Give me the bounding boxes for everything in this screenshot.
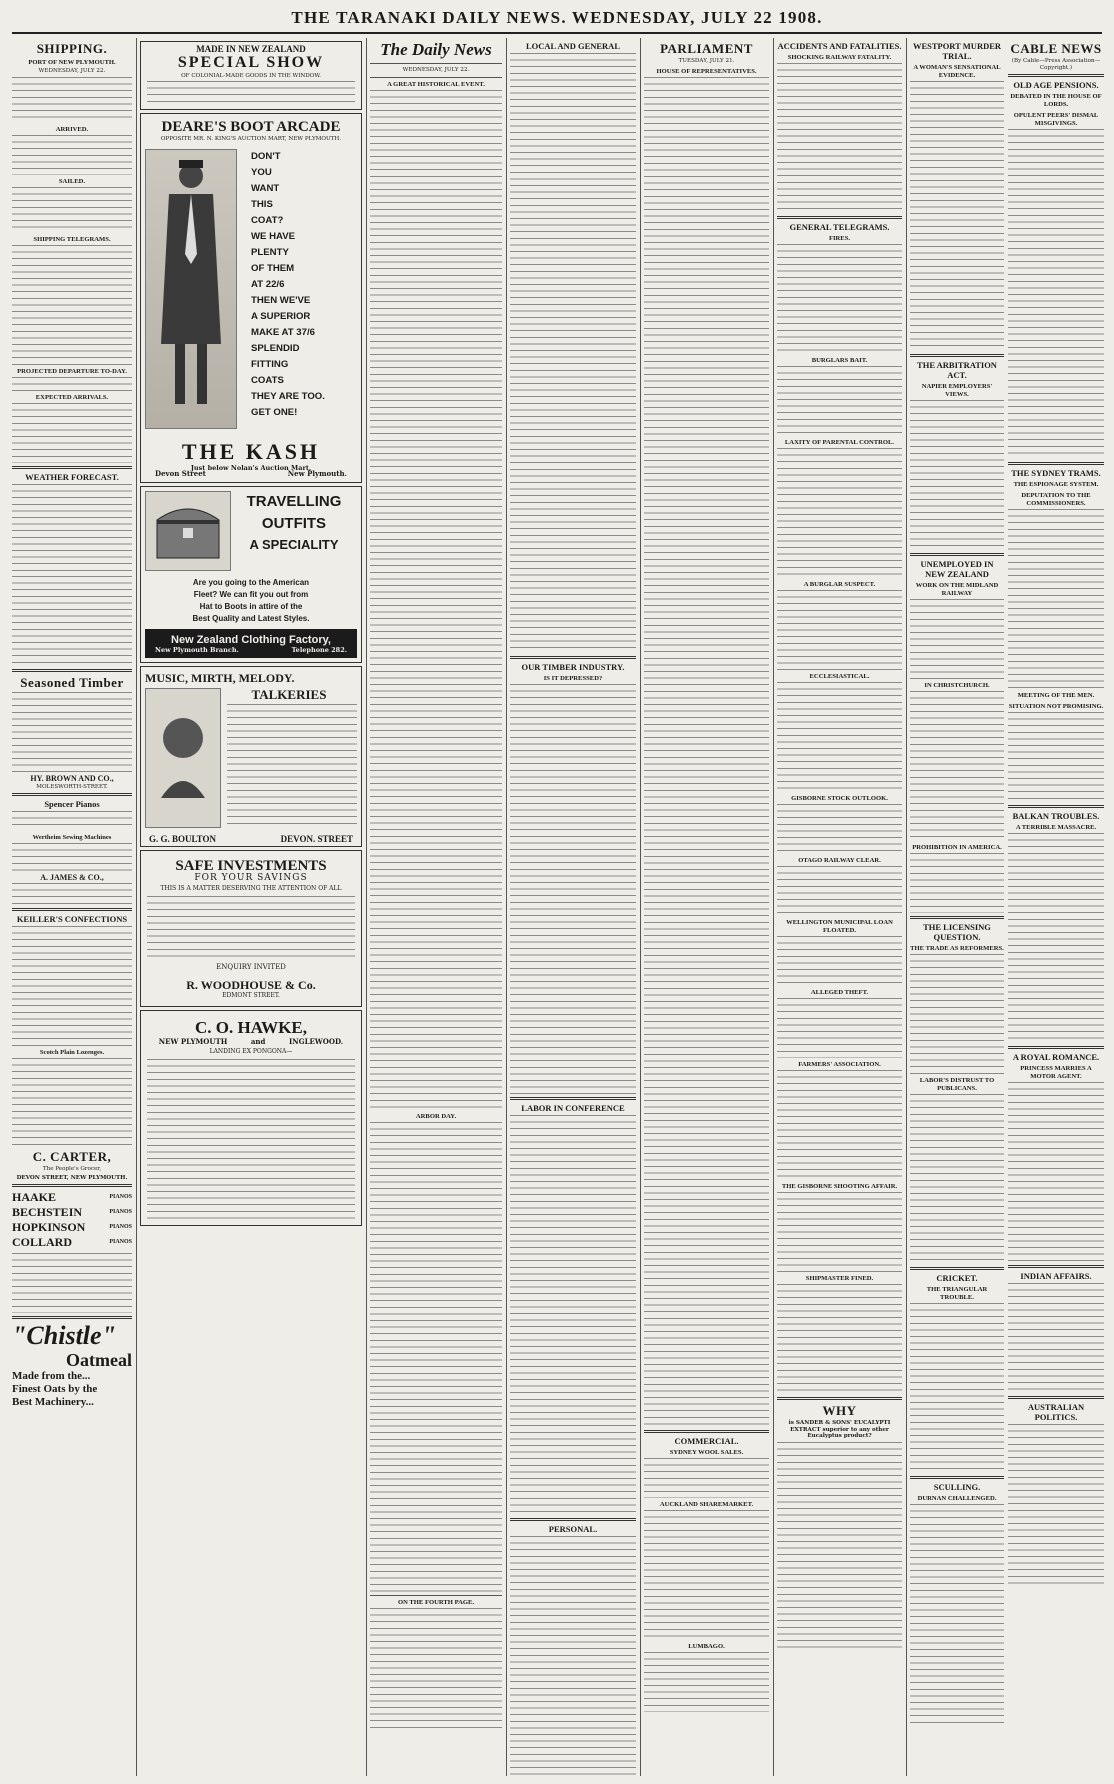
arbor-day-text <box>370 1122 502 1592</box>
talkeries-text <box>227 704 357 824</box>
weather-text <box>12 484 132 572</box>
shipping-date: WEDNESDAY, JULY 22. <box>38 68 106 74</box>
laxity-heading: LAXITY OF PARENTAL CONTROL. <box>784 439 895 446</box>
brand-collard: COLLARD <box>12 1235 73 1250</box>
prohibition-heading: PROHIBITION IN AMERICA. <box>912 844 1002 851</box>
masthead-title: THE TARANAKI DAILY NEWS. WEDNESDAY, JULY 22 1908. <box>291 8 823 27</box>
alleged-theft-heading: ALLEGED THEFT. <box>810 989 869 996</box>
quality-line: Best Quality and Latest Styles. <box>192 613 310 623</box>
column-rule <box>906 38 907 1776</box>
personal-heading: PERSONAL. <box>548 1524 598 1534</box>
special-show-ad <box>140 41 362 110</box>
coat-line: OF THEM <box>251 262 295 274</box>
divider <box>1008 1046 1104 1049</box>
column-editorial <box>370 38 502 1776</box>
column-accidents <box>777 38 902 1776</box>
coat-line: YOU <box>251 166 272 178</box>
brand-bechstein: BECHSTEIN <box>12 1205 83 1220</box>
divider <box>1008 805 1104 808</box>
pianos-label: PIANOS <box>109 1209 132 1216</box>
hawke-inglewood: INGLEWOOD. <box>288 1036 344 1046</box>
coat-line: THEN WE'VE <box>251 294 311 306</box>
ecclesiastical-text <box>777 682 902 792</box>
australian-politics-heading: AUSTRALIAN POLITICS. <box>1027 1402 1085 1423</box>
column-local <box>510 38 636 1776</box>
fourth-page-heading: ON THE FOURTH PAGE. <box>397 1598 475 1606</box>
indian-text <box>1008 1283 1104 1393</box>
divider <box>12 669 132 672</box>
arbor-day-heading: ARBOR DAY. <box>415 1112 457 1120</box>
column-shipping <box>12 38 132 1776</box>
coat-line: WANT <box>251 182 280 194</box>
general-telegrams-heading: GENERAL TELEGRAMS. <box>789 222 890 232</box>
divider <box>510 1097 636 1100</box>
laxity-text <box>777 448 902 578</box>
coat-line: A SUPERIOR <box>251 310 311 322</box>
divider <box>12 466 132 469</box>
column-cable <box>1008 38 1104 1776</box>
this-matter: THIS IS A MATTER DESERVING THE ATTENTION OF ALL <box>160 884 342 892</box>
espionage-heading: THE ESPIONAGE SYSTEM. <box>1013 481 1099 489</box>
spencer-pianos-heading: Spencer Pianos <box>44 799 100 810</box>
sculling-heading: SCULLING. <box>933 1482 981 1492</box>
divider <box>12 1184 132 1187</box>
gisborne-shooting-heading: THE GISBORNE SHOOTING AFFAIR. <box>781 1183 898 1190</box>
christchurch-heading: IN CHRISTCHURCH. <box>924 682 990 689</box>
shipping-telegrams-heading: SHIPPING TELEGRAMS. <box>33 235 111 243</box>
carter-address: DEVON STREET, NEW PLYMOUTH. <box>16 1174 128 1181</box>
licensing-heading: THE LICENSING QUESTION. <box>923 922 991 942</box>
speciality-title: A SPECIALITY <box>249 536 339 552</box>
divider <box>12 1316 132 1319</box>
arbitration-text <box>910 400 1004 550</box>
trams-text <box>1008 509 1104 689</box>
kash-sub: Just below Nolan's Auction Mart, <box>190 463 312 472</box>
situation-heading: SITUATION NOT PROMISING. <box>1008 703 1104 711</box>
burglar-suspect-text <box>777 590 902 670</box>
coat-line: MAKE AT 37/6 <box>251 326 315 338</box>
finest-oats: Finest Oats by the <box>12 1383 98 1396</box>
timber-subheading: IS IT DEPRESSED? <box>543 675 603 682</box>
divider <box>777 1397 902 1400</box>
coat-line: COAT? <box>251 214 284 226</box>
burglar-suspect-heading: A BURGLAR SUSPECT. <box>803 581 876 588</box>
divider <box>910 354 1004 357</box>
labor-text <box>510 1115 636 1515</box>
hawke-np: NEW PLYMOUTH <box>158 1036 228 1046</box>
railway-fatality-heading: SHOCKING RAILWAY FATALITY. <box>787 54 892 61</box>
ecclesiastical-heading: ECCLESIASTICAL. <box>809 673 870 680</box>
boulton-devon: DEVON. STREET <box>280 833 353 844</box>
divider <box>1008 1265 1104 1268</box>
coat-line: COATS <box>251 374 284 386</box>
shipmaster-text <box>777 1284 902 1394</box>
accidents-heading: ACCIDENTS AND FATALITIES. <box>777 41 902 51</box>
column-rule <box>773 38 774 1776</box>
meeting-text <box>1008 712 1104 802</box>
midland-heading: WORK ON THE MIDLAND RAILWAY <box>915 582 999 597</box>
sailed-heading: SAILED. <box>58 177 86 185</box>
edison-portrait <box>145 688 221 828</box>
divider <box>510 1518 636 1521</box>
music-title: MUSIC, MIRTH, MELODY. <box>145 670 295 685</box>
triangular-heading: THE TRIANGULAR TROUBLE. <box>926 1286 988 1301</box>
coat-illustration <box>145 149 237 429</box>
going-line: Are you going to the American <box>192 577 310 587</box>
burglars-text <box>777 366 902 436</box>
balkan-text <box>1008 833 1104 1043</box>
house-heading: HOUSE OF REPRESENTATIVES. <box>656 67 757 75</box>
editorial-text <box>370 90 502 1110</box>
arrived-text <box>12 135 132 175</box>
deares-ad <box>140 113 362 483</box>
brown-name: HY. BROWN AND CO., <box>30 773 114 783</box>
divider <box>910 1476 1004 1479</box>
local-general-text <box>510 53 636 653</box>
nzcf-title: New Zealand Clothing Factory, <box>171 633 331 646</box>
hat-line: Hat to Boots in attire of the <box>199 601 303 611</box>
labor-distrust-heading: LABOR'S DISTRUST TO PUBLICANS. <box>919 1077 995 1092</box>
westport-text <box>910 81 1004 351</box>
james-name: A. JAMES & CO., <box>40 873 104 883</box>
column-rule <box>506 38 507 1776</box>
safe-text <box>147 896 355 960</box>
divider <box>910 1267 1004 1270</box>
piano-brands <box>12 1190 132 1250</box>
coat-line: THEY ARE TOO. <box>251 390 325 402</box>
coat-line: DON'T <box>251 150 281 162</box>
coat-line: WE HAVE <box>251 230 296 242</box>
share-text <box>644 1510 769 1640</box>
hawke-name: C. O. HAWKE, <box>195 1017 307 1037</box>
divider <box>910 553 1004 556</box>
massacre-heading: A TERRIBLE MASSACRE. <box>1015 824 1097 832</box>
pianos-label: PIANOS <box>109 1239 132 1246</box>
talkeries-ad <box>140 666 362 848</box>
deputation-heading: DEPUTATION TO THE COMMISSIONERS. <box>1021 492 1091 508</box>
divider <box>370 63 502 64</box>
divider <box>1008 74 1104 77</box>
meeting-heading: MEETING OF THE MEN. <box>1017 692 1095 700</box>
special-show-text <box>147 81 355 105</box>
divider <box>370 77 502 78</box>
special-show-title: SPECIAL SHOW <box>177 53 325 71</box>
coat-line: AT 22/6 <box>251 278 285 290</box>
lumbago-text <box>644 1652 769 1712</box>
peers-heading: OPULENT PEERS' DISMAL MISGIVINGS. <box>1013 112 1099 128</box>
safe-investments-ad <box>140 850 362 1006</box>
piano-ad-text <box>12 1253 132 1313</box>
made-in-nz: MADE IN NEW ZEALAND <box>196 44 306 54</box>
lozenges-text <box>12 1058 132 1146</box>
sydney-trams-heading: THE SYDNEY TRAMS. <box>1011 468 1101 479</box>
boulton-name: G. G. BOULTON <box>149 833 217 844</box>
divider <box>370 1595 502 1596</box>
lumbago-heading: LUMBAGO. <box>688 1642 725 1650</box>
edmont-street: EDMONT STREET. <box>222 991 280 999</box>
cable-news-heading: CABLE NEWS <box>1010 41 1102 56</box>
safe-sub: FOR YOUR SAVINGS <box>194 873 308 884</box>
accidents-text <box>777 63 902 213</box>
outfits-title: OUTFITS <box>261 514 327 532</box>
sander-text <box>777 1442 902 1652</box>
timber-text <box>510 684 636 1094</box>
wertheim-heading: Wertheim Sewing Machines <box>32 834 112 842</box>
column-rule <box>136 38 137 1776</box>
port-heading: PORT OF NEW PLYMOUTH. <box>28 59 116 66</box>
thistle-ad <box>12 1322 132 1409</box>
expected-arrivals-heading: EXPECTED ARRIVALS. <box>35 393 109 401</box>
farmers-text <box>777 1070 902 1180</box>
womans-evidence-heading: A WOMAN'S SENSATIONAL EVIDENCE. <box>913 64 1001 79</box>
keillers-text <box>12 926 132 1046</box>
westport-heading: WESTPORT MURDER TRIAL. <box>912 41 1002 61</box>
prohibition-text <box>910 853 1004 913</box>
brand-hopkinson: HOPKINSON <box>12 1220 86 1235</box>
cricket-text <box>910 1303 1004 1473</box>
pianos-label: PIANOS <box>109 1194 132 1201</box>
departure-heading: PROJECTED DEPARTURE TO-DAY. <box>17 367 127 375</box>
scotch-lozenges: Scotch Plain Lozenges. <box>39 1049 105 1057</box>
column-westport <box>910 38 1004 1776</box>
alleged-theft-text <box>777 998 902 1058</box>
arbitration-heading: THE ARBITRATION ACT. <box>917 360 997 380</box>
kash-title: THE KASH <box>181 438 321 464</box>
old-age-heading: OLD AGE PENSIONS. <box>1013 80 1099 91</box>
local-general-heading: LOCAL AND GENERAL <box>526 41 620 51</box>
princess-heading: PRINCESS MARRIES A MOTOR AGENT. <box>1020 1065 1092 1081</box>
parliament-date: TUESDAY, JULY 21. <box>678 58 735 64</box>
woodhouse-name: R. WOODHOUSE & Co. <box>186 977 316 992</box>
fires-text <box>777 244 902 354</box>
divider <box>644 1430 769 1433</box>
why-heading: WHY <box>822 1403 857 1418</box>
wellington-loan-text <box>777 936 902 986</box>
napier-heading: NAPIER EMPLOYERS' VIEWS. <box>921 383 993 398</box>
fires-heading: FIRES. <box>828 235 851 242</box>
sander-line: is SANDER & SONS' EUCALYPTI EXTRACT superior to any other Eucalyptus product? <box>788 1420 891 1440</box>
trade-heading: THE TRADE AS REFORMERS. <box>910 945 1004 952</box>
oatmeal-label: Oatmeal <box>66 1350 132 1371</box>
kash-devon: Devon Street <box>155 469 206 479</box>
portrait-icon <box>153 698 213 818</box>
coat-line: FITTING <box>251 358 289 370</box>
keillers-heading: KEILLER'S CONFECTIONS <box>16 914 128 925</box>
sydney-wool-heading: SYDNEY WOOL SALES. <box>669 1448 744 1456</box>
farmers-heading: FARMERS' ASSOCIATION. <box>798 1061 881 1068</box>
labor-heading: LABOR IN CONFERENCE <box>521 1103 625 1113</box>
colonial-goods: OF COLONIAL-MADE GOODS IN THE WINDOW. <box>181 72 321 79</box>
sculling-text <box>910 1504 1004 1724</box>
pianos-text <box>12 811 132 831</box>
hawke-text <box>147 1059 355 1219</box>
australian-text <box>1008 1424 1104 1584</box>
licensing-text <box>910 954 1004 1074</box>
deares-sub: OPPOSITE MR. N. KING'S AUCTION MART, NEW PLYMOUTH. <box>160 136 342 143</box>
tide-table <box>12 77 132 123</box>
brown-address: MOLESWORTH-STREET. <box>36 783 108 790</box>
coat-figure-icon <box>151 154 231 424</box>
daily-news-logo: The Daily News <box>380 40 492 59</box>
hawke-and: and <box>250 1036 266 1046</box>
nzcf-banner <box>145 629 357 658</box>
hawke-ad <box>140 1010 362 1226</box>
auckland-share-heading: AUCKLAND SHAREMARKET. <box>659 1500 754 1508</box>
safe-title: SAFE INVESTMENTS <box>175 858 327 875</box>
column-rule <box>366 38 367 1776</box>
trunk-icon <box>151 498 225 564</box>
balkan-heading: BALKAN TROUBLES. <box>1012 811 1100 822</box>
seasoned-timber-heading: Seasoned Timber <box>20 674 124 690</box>
timber-ad-text <box>12 692 132 772</box>
pensions-text <box>1008 129 1104 459</box>
cable-credit: (By Cable—Press Association—Copyright.) <box>1011 58 1101 71</box>
talkeries-title: TALKERIES <box>251 686 327 702</box>
royal-text <box>1008 1082 1104 1262</box>
coat-line: PLENTY <box>251 246 289 258</box>
sailed-text <box>12 187 132 233</box>
royal-romance-heading: A ROYAL ROMANCE. <box>1012 1052 1100 1063</box>
masthead <box>12 8 1102 34</box>
column-rule <box>640 38 641 1776</box>
parliament-heading: PARLIAMENT <box>660 41 753 56</box>
otago-heading: OTAGO RAILWAY CLEAR. <box>798 857 881 864</box>
midland-text <box>910 599 1004 679</box>
gisborne-stock-text <box>777 804 902 854</box>
labor-distrust-text <box>910 1094 1004 1264</box>
wellington-loan-heading: WELLINGTON MUNICIPAL LOAN FLOATED. <box>786 919 893 934</box>
gisborne-shooting-text <box>777 1192 902 1272</box>
commercial-heading: COMMERCIAL. <box>674 1435 739 1446</box>
column-parliament <box>644 38 769 1776</box>
coat-line: THIS <box>251 198 273 210</box>
brand-haake: HAAKE <box>12 1190 57 1205</box>
fleet-line: Fleet? We can fit you out from <box>193 589 309 599</box>
travelling-title: TRAVELLING <box>246 492 342 510</box>
coat-line: GET ONE! <box>251 406 298 418</box>
carter-sub: The People's Grocer, <box>42 1166 102 1173</box>
divider <box>12 793 132 796</box>
enquiry-invited: ENQUIRY INVITED <box>216 963 286 972</box>
editorial-heading: A GREAT HISTORICAL EVENT. <box>387 80 485 88</box>
editorial-date: WEDNESDAY, JULY 22. <box>402 67 470 73</box>
fourth-page-text <box>370 1608 502 1728</box>
indian-affairs-heading: INDIAN AFFAIRS. <box>1020 1271 1092 1282</box>
shipping-telegrams-text <box>12 245 132 365</box>
divider <box>1008 462 1104 465</box>
landing-line: LANDING EX PONGONA— <box>209 1048 293 1056</box>
trunk-illustration <box>145 491 231 571</box>
personal-text <box>510 1536 636 1776</box>
shipmaster-heading: SHIPMASTER FINED. <box>805 1275 874 1282</box>
durnan-heading: DURNAN CHALLENGED. <box>917 1495 997 1502</box>
arrived-heading: ARRIVED. <box>55 125 89 133</box>
divider <box>1008 1396 1104 1399</box>
divider <box>510 656 636 659</box>
divider <box>777 216 902 219</box>
divider <box>12 908 132 911</box>
nzcf-telephone: Telephone 282. <box>291 645 347 654</box>
carter-name: C. CARTER, <box>32 1149 112 1165</box>
james-text <box>12 883 132 905</box>
kash-np: New Plymouth. <box>287 469 347 479</box>
cricket-heading: CRICKET. <box>936 1273 978 1283</box>
wool-text <box>644 1458 769 1498</box>
coat-line: SPLENDID <box>251 342 300 354</box>
best-machinery: Best Machinery... <box>12 1396 94 1409</box>
lords-heading: DEBATED IN THE HOUSE OF LORDS. <box>1010 93 1102 109</box>
departure-text <box>12 377 132 391</box>
pianos-label: PIANOS <box>109 1224 132 1231</box>
gisborne-stock-heading: GISBORNE STOCK OUTLOOK. <box>791 795 888 802</box>
travelling-outfits-ad <box>140 486 362 663</box>
column-adverts <box>140 38 362 1776</box>
divider <box>910 916 1004 919</box>
unemployed-heading: UNEMPLOYED IN NEW ZEALAND <box>920 559 994 579</box>
weather-heading: WEATHER FORECAST. <box>25 471 119 482</box>
burglars-heading: BURGLARS BAIT. <box>811 357 868 364</box>
nzcf-branch: New Plymouth Branch. <box>155 645 239 654</box>
timber-heading: OUR TIMBER INDUSTRY. <box>521 662 625 672</box>
thistle-brand: "Chistle" <box>12 1321 116 1351</box>
coat-text-block <box>237 149 357 439</box>
expected-arrivals-text <box>12 403 132 463</box>
christchurch-text <box>910 691 1004 841</box>
parliament-text <box>644 77 769 1427</box>
deares-title: DEARE'S BOOT ARCADE <box>161 119 341 136</box>
wertheim-text <box>12 843 132 871</box>
otago-text <box>777 866 902 916</box>
shipping-heading: SHIPPING. <box>36 41 108 56</box>
made-from: Made from the... <box>12 1370 91 1383</box>
sick-lungs-ad <box>12 576 132 666</box>
